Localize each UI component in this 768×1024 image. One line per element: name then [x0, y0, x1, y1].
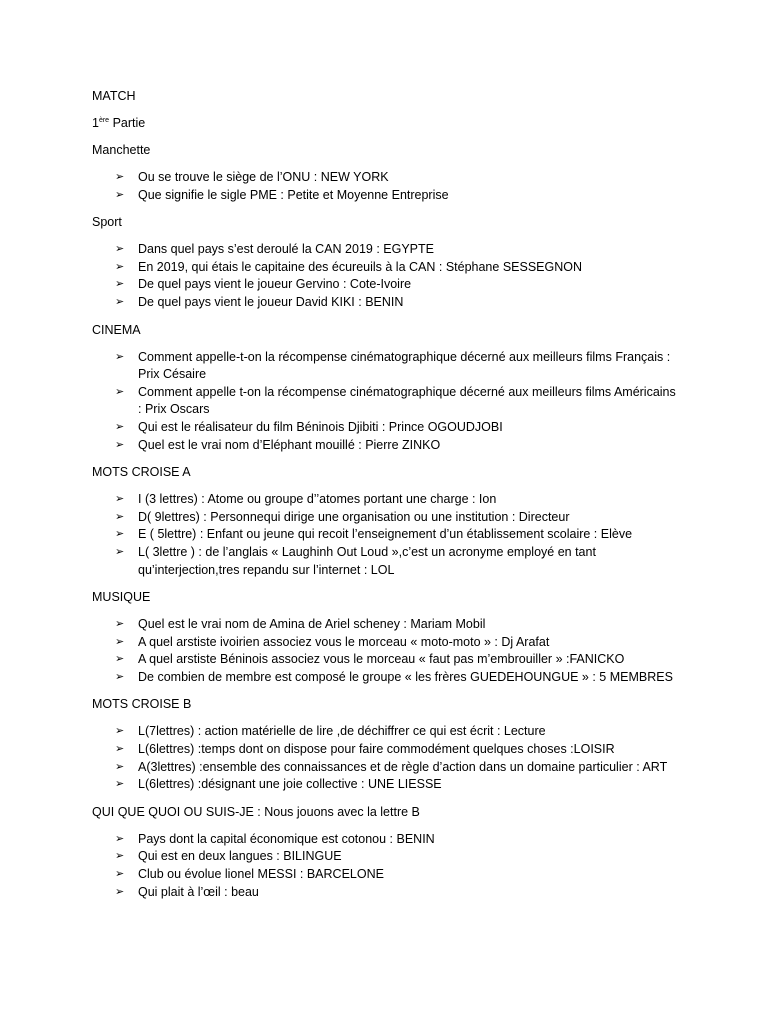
arrow-bullet-icon: ➢ — [115, 545, 125, 558]
arrow-bullet-icon: ➢ — [115, 653, 125, 666]
question-item — [92, 831, 682, 849]
question-item — [92, 723, 682, 741]
arrow-bullet-icon: ➢ — [115, 188, 125, 201]
section-heading: CINEMA — [92, 322, 141, 337]
question-item — [92, 669, 682, 687]
question-text: Qui plait à l’œil : beau — [138, 884, 259, 899]
question-list — [92, 831, 682, 901]
question-item — [92, 187, 682, 205]
question-item — [92, 491, 682, 509]
question-text: A(3lettres) :ensemble des connaissances et de règle d’action dans un domaine particulier : ART — [138, 759, 668, 774]
question-text: Comment appelle-t-on la récompense cinématographique décerné aux meilleurs films Français : Prix Césaire — [138, 349, 671, 382]
arrow-bullet-icon: ➢ — [115, 832, 125, 845]
question-item — [92, 741, 682, 759]
question-item — [92, 437, 682, 455]
question-item — [92, 776, 682, 794]
arrow-bullet-icon: ➢ — [115, 385, 125, 398]
part-superscript: ère — [98, 117, 110, 124]
question-text: Quel est le vrai nom de Amina de Ariel scheney : Mariam Mobil — [138, 617, 486, 632]
question-list — [92, 349, 682, 455]
question-text: L(6lettres) :désignant une joie collective : UNE LIESSE — [138, 777, 442, 792]
question-item — [92, 419, 682, 437]
question-list — [92, 723, 682, 793]
section-heading: MUSIQUE — [92, 590, 151, 605]
question-text: De quel pays vient le joueur David KIKI : BENIN — [138, 294, 404, 309]
question-list — [92, 616, 682, 686]
document-page — [92, 88, 682, 911]
question-text: Pays dont la capital économique est cotonou : BENIN — [138, 831, 435, 846]
section-heading: MOTS CROISE B — [92, 697, 192, 712]
question-item — [92, 384, 682, 419]
arrow-bullet-icon: ➢ — [115, 528, 125, 541]
question-list — [92, 241, 682, 311]
arrow-bullet-icon: ➢ — [115, 171, 125, 183]
question-text: A quel arstiste Béninois associez vous le morceau « faut pas m’embrouiller » :FANICKO — [138, 652, 625, 667]
arrow-bullet-icon: ➢ — [115, 868, 125, 881]
section-heading: QUI QUE QUOI OU SUIS-JE : Nous jouons avec la lettre B — [92, 804, 420, 819]
question-item — [92, 509, 682, 527]
question-text: Club ou évolue lionel MESSI : BARCELONE — [138, 867, 384, 882]
question-item — [92, 526, 682, 544]
arrow-bullet-icon: ➢ — [115, 743, 125, 756]
question-text: D( 9lettres) : Personnequi dirige une organisation ou une institution : Directeur — [138, 509, 570, 524]
question-item — [92, 634, 682, 652]
question-item — [92, 294, 682, 312]
arrow-bullet-icon: ➢ — [115, 510, 125, 523]
question-text: I (3 lettres) : Atome ou groupe d’’atomes portant une charge : Ion — [138, 492, 497, 507]
question-item — [92, 866, 682, 884]
question-text: L(6lettres) :temps dont on dispose pour faire commodément quelques choses :LOISIR — [138, 742, 615, 757]
part-word: Partie — [112, 116, 146, 130]
section-heading: Sport — [92, 215, 122, 230]
question-list — [92, 169, 682, 204]
arrow-bullet-icon: ➢ — [115, 618, 125, 631]
arrow-bullet-icon: ➢ — [115, 243, 125, 256]
question-item — [92, 349, 682, 384]
arrow-bullet-icon: ➢ — [115, 760, 125, 773]
question-item — [92, 241, 682, 259]
question-list — [92, 491, 682, 579]
question-text: Ou se trouve le siège de l’ONU : NEW YORK — [138, 170, 389, 184]
question-item — [92, 848, 682, 866]
arrow-bullet-icon: ➢ — [115, 278, 125, 291]
document-title: MATCH — [92, 89, 136, 103]
question-text: Qui est en deux langues : BILINGUE — [138, 849, 342, 864]
section-heading: Manchette — [92, 143, 151, 157]
question-item — [92, 759, 682, 777]
arrow-bullet-icon: ➢ — [115, 778, 125, 791]
question-text: Comment appelle t-on la récompense cinématographique décerné aux meilleurs films Américains : Prix Oscars — [138, 384, 676, 417]
question-item — [92, 651, 682, 669]
question-text: L( 3lettre ) : de l’anglais « Laughinh Out Loud »,c’est un acronyme employé en tant qu’interjection,tres repandu sur l’internet : LOL — [138, 544, 596, 577]
question-text: E ( 5lettre) : Enfant ou jeune qui recoit l’enseignement d’un établissement scolaire : Elève — [138, 527, 633, 542]
arrow-bullet-icon: ➢ — [115, 295, 125, 308]
arrow-bullet-icon: ➢ — [115, 635, 125, 648]
arrow-bullet-icon: ➢ — [115, 350, 125, 363]
section-heading: MOTS CROISE A — [92, 465, 191, 480]
question-item — [92, 544, 682, 579]
arrow-bullet-icon: ➢ — [115, 670, 125, 683]
question-item — [92, 259, 682, 277]
arrow-bullet-icon: ➢ — [115, 725, 125, 738]
question-text: En 2019, qui étais le capitaine des écureuils à la CAN : Stéphane SESSEGNON — [138, 259, 583, 274]
arrow-bullet-icon: ➢ — [115, 260, 125, 273]
arrow-bullet-icon: ➢ — [115, 493, 125, 506]
part-number: 1 — [92, 116, 99, 130]
question-item — [92, 169, 682, 187]
question-text: De combien de membre est composé le groupe « les frères GUEDEHOUNGUE » : 5 MEMBRES — [138, 669, 673, 684]
part-label — [92, 115, 682, 131]
arrow-bullet-icon: ➢ — [115, 850, 125, 863]
question-text: L(7lettres) : action matérielle de lire ,de déchiffrer ce qui est écrit : Lecture — [138, 724, 546, 739]
question-text: Que signifie le sigle PME : Petite et Moyenne Entreprise — [138, 187, 449, 202]
arrow-bullet-icon: ➢ — [115, 885, 125, 898]
question-item — [92, 884, 682, 902]
question-item — [92, 616, 682, 634]
question-text: De quel pays vient le joueur Gervino : Cote-Ivoire — [138, 277, 412, 292]
question-text: A quel arstiste ivoirien associez vous le morceau « moto-moto » : Dj Arafat — [138, 634, 550, 649]
arrow-bullet-icon: ➢ — [115, 438, 125, 451]
question-text: Dans quel pays s’est deroulé la CAN 2019 : EGYPTE — [138, 242, 434, 257]
question-item — [92, 276, 682, 294]
question-text: Quel est le vrai nom d’Eléphant mouillé : Pierre ZINKO — [138, 437, 441, 452]
sections-container — [92, 142, 682, 911]
question-text: Qui est le réalisateur du film Béninois Djibiti : Prince OGOUDJOBI — [138, 419, 503, 434]
arrow-bullet-icon: ➢ — [115, 420, 125, 433]
